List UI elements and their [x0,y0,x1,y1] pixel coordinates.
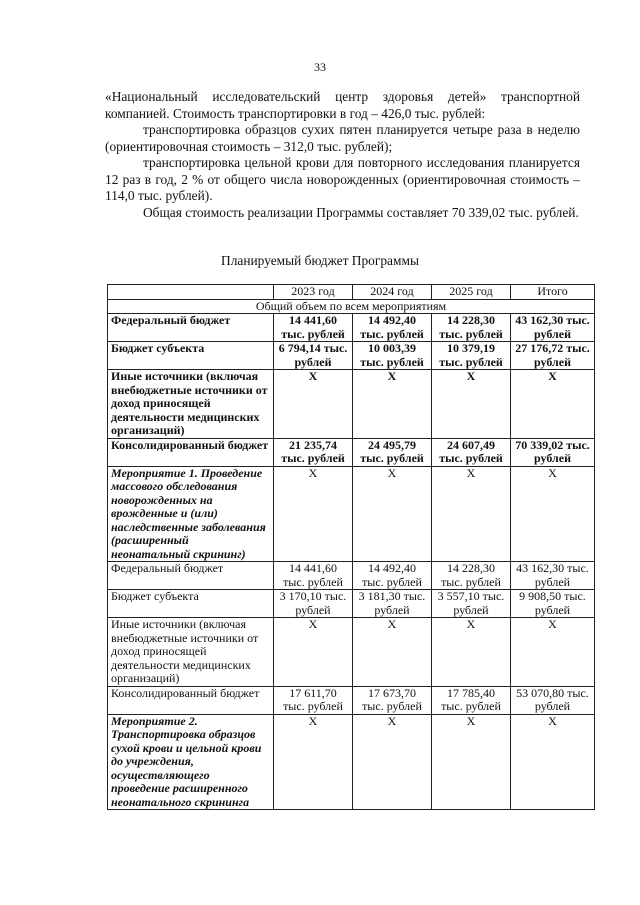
value-cell: 17 611,70 тыс. рублей [274,686,353,714]
value-cell: 14 492,40 тыс. рублей [353,562,432,590]
row-label: Бюджет субъекта [108,342,274,370]
row-label: Мероприятие 1. Проведение массового обследования новорожденных на врожденные и (или) наследственные заболевания (расширенный неонатальный скрининг) [108,466,274,562]
table-row [108,714,595,810]
table-row [108,438,595,466]
table-row [108,618,595,687]
value-cell: Х [353,714,432,810]
row-label: Федеральный бюджет [108,562,274,590]
paragraph-1: «Национальный исследовательский центр здоровья детей» транспортной компанией. Стоимость транспортировки в год – 426,0 тыс. рублей: [105,89,580,121]
value-cell: 3 170,10 тыс. рублей [274,590,353,618]
header-cell: 2023 год [274,285,353,300]
table-row [108,590,595,618]
value-cell: Х [432,618,511,687]
header-cell: Итого [511,285,595,300]
section-row [108,299,595,314]
value-cell: 27 176,72 тыс. рублей [511,342,595,370]
value-cell: Х [353,618,432,687]
value-cell: Х [432,370,511,439]
value-cell: 53 070,80 тыс. рублей [511,686,595,714]
value-cell: 10 379,19 тыс. рублей [432,342,511,370]
value-cell: 9 908,50 тыс. рублей [511,590,595,618]
table-row [108,466,595,562]
table-row [108,342,595,370]
value-cell: Х [511,714,595,810]
row-label: Консолидированный бюджет [108,438,274,466]
row-label: Бюджет субъекта [108,590,274,618]
table-title: Планируемый бюджет Программы [221,253,419,268]
value-cell: Х [353,466,432,562]
value-cell: 24 607,49 тыс. рублей [432,438,511,466]
value-cell: Х [274,370,353,439]
header-cell: 2024 год [353,285,432,300]
paragraph-2: транспортировка образцов сухих пятен планируется четыре раза в неделю (ориентировочная стоимость – 312,0 тыс. рублей); [105,122,580,154]
value-cell: 6 794,14 тыс. рублей [274,342,353,370]
value-cell: 3 181,30 тыс. рублей [353,590,432,618]
value-cell: Х [511,370,595,439]
value-cell: 10 003,39 тыс. рублей [353,342,432,370]
value-cell: 17 785,40 тыс. рублей [432,686,511,714]
value-cell: 14 228,30 тыс. рублей [432,562,511,590]
value-cell: Х [432,714,511,810]
page-number: 33 [314,60,326,74]
budget-table [107,284,595,810]
header-cell [108,285,274,300]
value-cell: Х [432,466,511,562]
value-cell: Х [274,466,353,562]
value-cell: Х [353,370,432,439]
value-cell: Х [511,466,595,562]
value-cell: 24 495,79 тыс. рублей [353,438,432,466]
value-cell: 43 162,30 тыс. рублей [511,562,595,590]
paragraph-3: транспортировка цельной крови для повторного исследования планируется 12 раз в год, 2 % от общего числа новорожденных (ориентировочная стоимость – 114,0 тыс. рублей). [105,155,580,203]
table-header-row [108,285,595,300]
value-cell: 17 673,70 тыс. рублей [353,686,432,714]
value-cell: Х [274,714,353,810]
value-cell: 21 235,74 тыс. рублей [274,438,353,466]
value-cell: 43 162,30 тыс. рублей [511,314,595,342]
row-label: Иные источники (включая внебюджетные источники от доход приносящей деятельности медицинских организаций) [108,618,274,687]
table-row [108,314,595,342]
row-label: Консолидированный бюджет [108,686,274,714]
row-label: Мероприятие 2. Транспортировка образцов сухой крови и цельной крови до учреждения, осуществляющего проведение расширенного неонатального скрининга [108,714,274,810]
value-cell: 14 492,40 тыс. рублей [353,314,432,342]
table-row [108,370,595,439]
section-cell: Общий объем по всем мероприятиям [108,299,595,314]
value-cell: 70 339,02 тыс. рублей [511,438,595,466]
row-label: Иные источники (включая внебюджетные источники от доход приносящей деятельности медицинских организаций) [108,370,274,439]
value-cell: 14 441,60 тыс. рублей [274,314,353,342]
value-cell: 14 228,30 тыс. рублей [432,314,511,342]
value-cell: 3 557,10 тыс. рублей [432,590,511,618]
value-cell: Х [511,618,595,687]
header-cell: 2025 год [432,285,511,300]
paragraph-4: Общая стоимость реализации Программы составляет 70 339,02 тыс. рублей. [143,205,579,220]
row-label: Федеральный бюджет [108,314,274,342]
value-cell: Х [274,618,353,687]
value-cell: 14 441,60 тыс. рублей [274,562,353,590]
table-row [108,686,595,714]
table-row [108,562,595,590]
